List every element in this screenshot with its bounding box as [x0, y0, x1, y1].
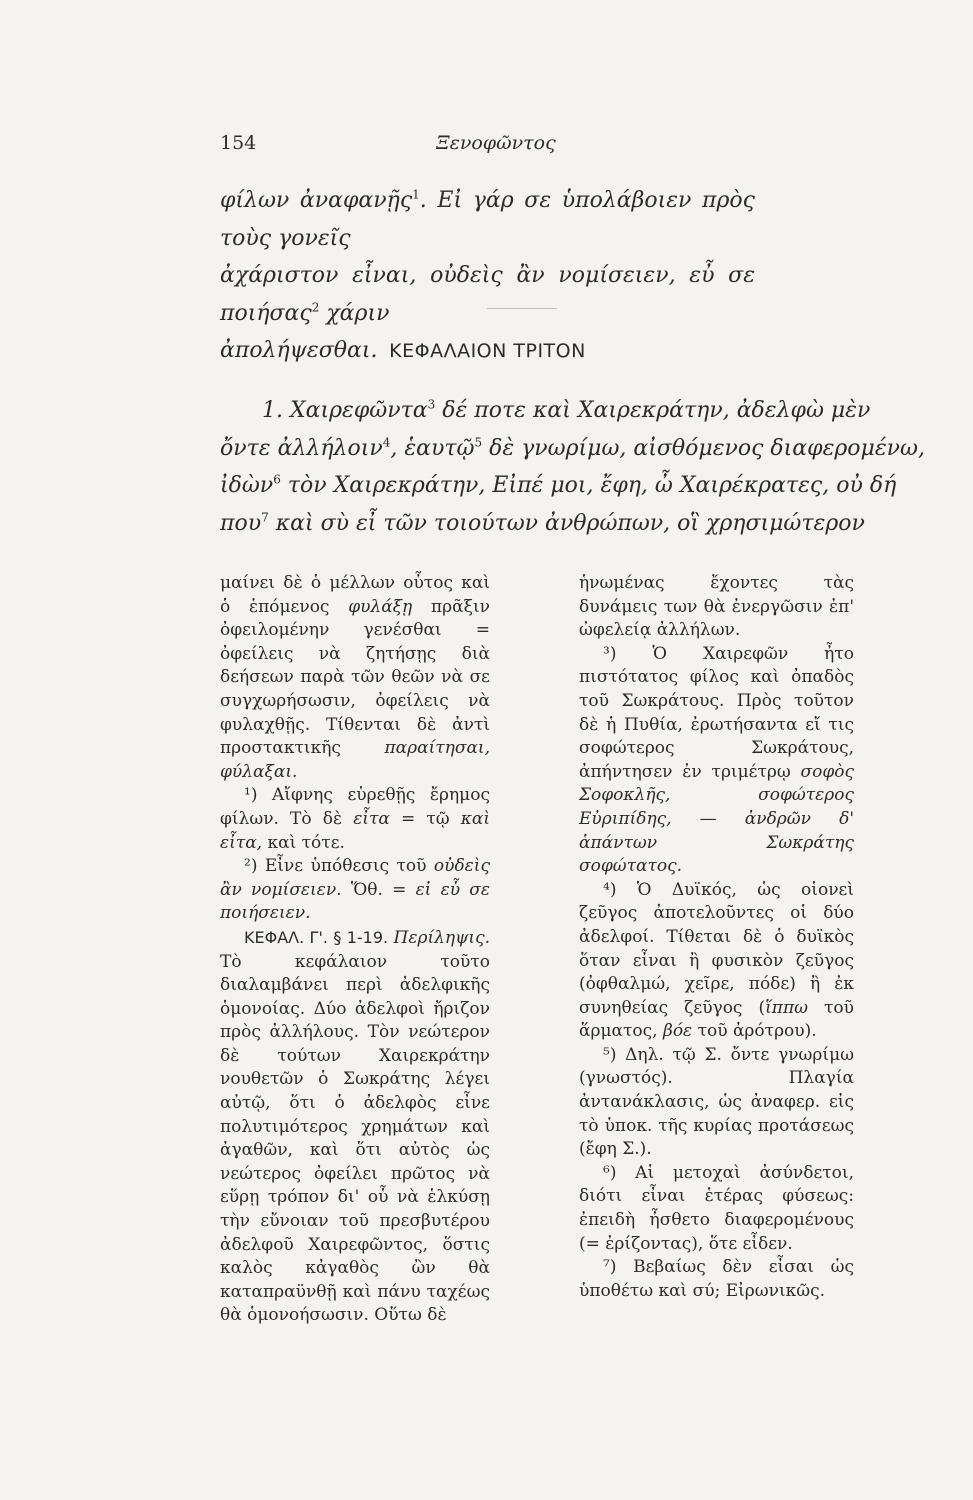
note-continuation: μαίνει δὲ ὁ μέλλων οὗτος καὶ ὁ ἑπόμενος φυλάξῃ πρᾶξιν ὀφειλομένην γενέσθαι = ὀφείλεις νὰ ζητήσῃς διὰ δεήσεων παρὰ τῶν θεῶν νὰ σε συγχωρήσωσιν, ὀφείλεις νὰ φυλαχθῇς. Τίθενται δὲ ἀντὶ προστακτικῆς παραίτησαι, φύλαξαι. — [220, 573, 490, 782]
running-title: Ξενοφῶντος — [436, 132, 556, 154]
main-line: ἀχάριστον εἶναι, οὐδεὶς ἂν νομίσειεν, εὖ σε ποιήσας$^2$ χάριν — [220, 263, 755, 326]
chapter-summary: ΚΕΦΑΛ. Γ'. § 1-19. Περίληψις. Τὸ κεφάλαιον τοῦτο διαλαμβάνει περὶ ἀδελφικῆς ὁμονοίας. Δύο ἀδελφοὶ ἤριζον πρὸς ἀλλήλους. Τὸν νεώτερον δὲ τούτων Χαιρεκράτην νουθετῶν ὁ Σωκράτης λέγει αὐτῷ, ὅτι ὁ ἀδελφὸς εἶνε πολυτιμότερος χρημάτων καὶ ἀγαθῶν, καὶ ὅτι αὐτὸς ὡς νεώτερος ὀφείλει πρῶτος νὰ εὕρῃ τρόπον δι' οὗ νὰ ἑλκύσῃ τὴν εὔνοιαν τοῦ πρεσβυτέρου ἀδελφοῦ Χαιρεφῶντος, ὅστις καλὸς κἀγαθὸς ὢν θὰ καταπραϋνθῇ καὶ πάνυ ταχέως θὰ ὁμονοήσωσιν. Οὕτω δὲ — [220, 927, 490, 1326]
note-continuation: ἡνωμένας ἔχοντες τὰς δυνάμεις των θὰ ἐνεργῶσιν ἐπ' ὠφελείᾳ ἀλλήλων. — [579, 573, 854, 641]
chapter-line: 1. Χαιρεφῶντα$^3$ δέ ποτε καὶ Χαιρεκράτην, ἀδελφὼ μὲν — [262, 397, 871, 423]
footnote-1: ¹) Αἴφνης εὑρεθῇς ἔρημος φίλων. Τὸ δὲ εἶτα = τῷ καὶ εἶτα, καὶ τότε. — [220, 785, 490, 853]
main-line: φίλων ἀναφανῇς$^1$. Εἰ γάρ σε ὑπολάβοιεν πρὸς τοὺς γονεῖς — [220, 187, 755, 251]
footnote-2: ²) Εἶνε ὑπόθεσις τοῦ οὐδεὶς ἂν νομίσειεν. Ὅθ. = εἰ εὖ σε ποιήσειεν. — [220, 856, 490, 924]
notes-left-column — [220, 572, 490, 1328]
chapter-text — [220, 392, 925, 542]
chapter-line: ἰδὼν$^6$ τὸν Χαιρεκράτην, Εἰπέ μοι, ἔφη, ὦ Χαιρέκρατες, οὐ δή — [220, 472, 897, 498]
page-number: 154 — [220, 132, 257, 154]
footnote-5: ⁵) Δηλ. τῷ Σ. ὄντε γνωρίμω (γνωστός). Πλαγία ἀντανάκλασις, ὡς ἀναφερ. εἰς τὸ ὑποκ. τῆς κυρίας προτάσεως (ἔφη Σ.). — [579, 1044, 854, 1160]
section-divider — [487, 308, 557, 309]
page-header — [220, 132, 752, 162]
chapter-heading: ΚΕΦΑΛΑΙΟΝ ΤΡΙΤΟΝ — [389, 340, 586, 362]
chapter-line: ὄντε ἀλλήλοιν$^4$, ἑαυτῷ$^5$ δὲ γνωρίμω, αἰσθόμενος διαφερομένω, — [220, 435, 925, 461]
notes-right-column — [579, 572, 854, 1303]
main-line: ἀπολήψεσθαι. — [220, 338, 378, 363]
chapter-line: που$^7$ καὶ σὺ εἶ τῶν τοιούτων ἀνθρώπων, οἳ χρησιμώτερον — [220, 510, 865, 536]
footnote-7: ⁷) Βεβαίως δὲν εἶσαι ὡς ὑποθέτω καὶ σύ; Εἰρωνικῶς. — [579, 1257, 854, 1301]
footnote-6: ⁶) Αἱ μετοχαὶ ἀσύνδετοι, διότι εἶναι ἑτέρας φύσεως: ἐπειδὴ ἦσθετο διαφερομένους (= ἐρίζοντας), ὅτε εἶδεν. — [579, 1162, 854, 1254]
footnote-4: ⁴) Ὁ Δυϊκός, ὡς οἱονεὶ ζεῦγος ἀποτελοῦντες οἱ δύο ἀδελφοί. Τίθεται δὲ ὁ δυϊκὸς ὅταν εἶναι ἢ φυσικὸν ζεῦγος (ὀφθαλμώ, χεῖρε, πόδε) ἢ ἐκ συνηθείας ζεῦγος (ἵππω τοῦ ἅρματος, βόε τοῦ ἀρότρου). — [579, 879, 854, 1042]
footnote-3: ³) Ὁ Χαιρεφῶν ἦτο πιστότατος φίλος καὶ ὀπαδὸς τοῦ Σωκράτους. Πρὸς τοῦτον δὲ ἡ Πυθία, ἐρωτήσαντα εἴ τις σοφώτερος Σωκράτους, ἀπήντησεν ἐν τριμέτρῳ σοφὸς Σοφοκλῆς, σοφώτερος Εὐριπίδης, — ἀνδρῶν δ' ἁπάντων Σωκράτης σοφώτατος. — [579, 643, 854, 877]
